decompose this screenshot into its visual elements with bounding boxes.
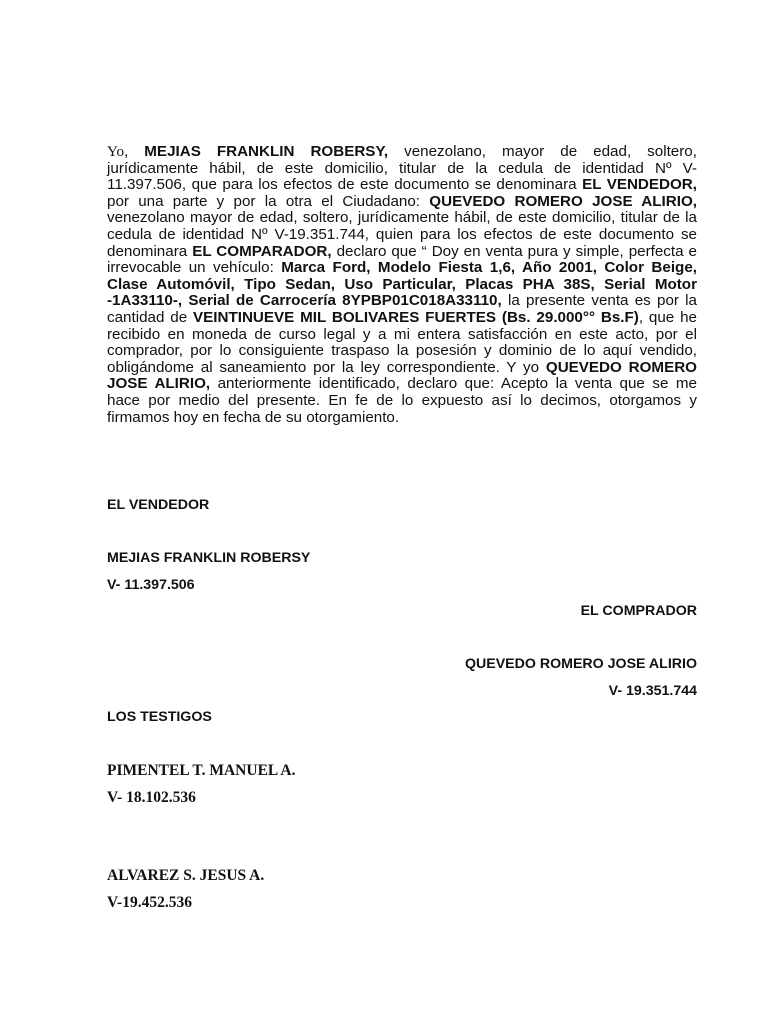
paragraph-segment: venezolano mayor de edad, soltero, jurídicamente hábil, de este domicilio, titular de la cedula de identidad Nº V-19.351.744, quien para los efectos de este documento se denominara (107, 209, 697, 260)
vehicle-description-bold: Marca Ford, Modelo Fiesta 1,6, Año 2001, Color Beige, Clase Automóvil, Tipo Sedan, Uso Particular, Placas PHA 38S, Serial Motor -1A33110-, Serial de Carrocería 8YPBP01C018A33110, (107, 259, 697, 310)
paragraph-segment: Yo (107, 143, 125, 160)
witness1-id: V- 18.102.536 (107, 789, 196, 806)
buyer-name-bold: QUEVEDO ROMERO JOSE ALIRIO, (107, 358, 697, 393)
seller-role-bold: EL VENDEDOR, (582, 176, 697, 194)
buyer-signature-id: V- 19.351.744 (608, 683, 697, 699)
paragraph-segment: , que he recibido en moneda de curso legal y a mi entera satisfacción en este acto, por el comprador, por lo consiguiente traspaso la posesión y dominio de lo aquí vendido, obligándome al saneamiento por la ley correspondiente. Y yo (107, 308, 697, 376)
seller-signature-id: V- 11.397.506 (107, 577, 195, 593)
seller-signature-name: MEJIAS FRANKLIN ROBERSY (107, 550, 311, 566)
buyer-signature-name: QUEVEDO ROMERO JOSE ALIRIO (464, 656, 697, 672)
buyer-name-bold: QUEVEDO ROMERO JOSE ALIRIO, (429, 192, 697, 210)
paragraph-segment: , (124, 143, 145, 160)
paragraph-segment: la presente venta es por la cantidad de (107, 292, 697, 326)
buyer-heading: EL COMPRADOR (580, 603, 697, 619)
paragraph-segment: por una parte y por la otra el Ciudadano: (107, 192, 430, 210)
witness2-id: V-19.452.536 (107, 894, 192, 911)
seller-name-bold: MEJIAS FRANKLIN ROBERSY, (144, 143, 389, 160)
paragraph-segment: declaro que “ Doy en venta pura y simple, perfecta e irrevocable un vehículo: (107, 242, 697, 277)
paragraph-segment: venezolano, mayor de edad, soltero, jurídicamente hábil, de este domicilio, titular de la cedula de identidad Nº V- 11.397.506, que para los efectos de este documento se denominara (107, 143, 697, 194)
seller-heading: EL VENDEDOR (107, 497, 210, 513)
witness1-name: PIMENTEL T. MANUEL A. (107, 762, 296, 779)
buyer-role-bold: EL COMPARADOR, (192, 242, 332, 260)
price-bold: VEINTINUEVE MIL BOLIVARES FUERTES (Bs. 29.000°° Bs.F) (193, 308, 639, 326)
witnesses-heading: LOS TESTIGOS (107, 709, 212, 725)
paragraph-segment: anteriormente identificado, declaro que: Acepto la venta que se me hace por medio del presente. En fe de lo expuesto así lo decimos, otorgamos y firmamos hoy en fecha de su otorgamiento. (107, 375, 697, 426)
witness2-name: ALVAREZ S. JESUS A. (107, 867, 265, 884)
contract-paragraph (107, 144, 697, 426)
